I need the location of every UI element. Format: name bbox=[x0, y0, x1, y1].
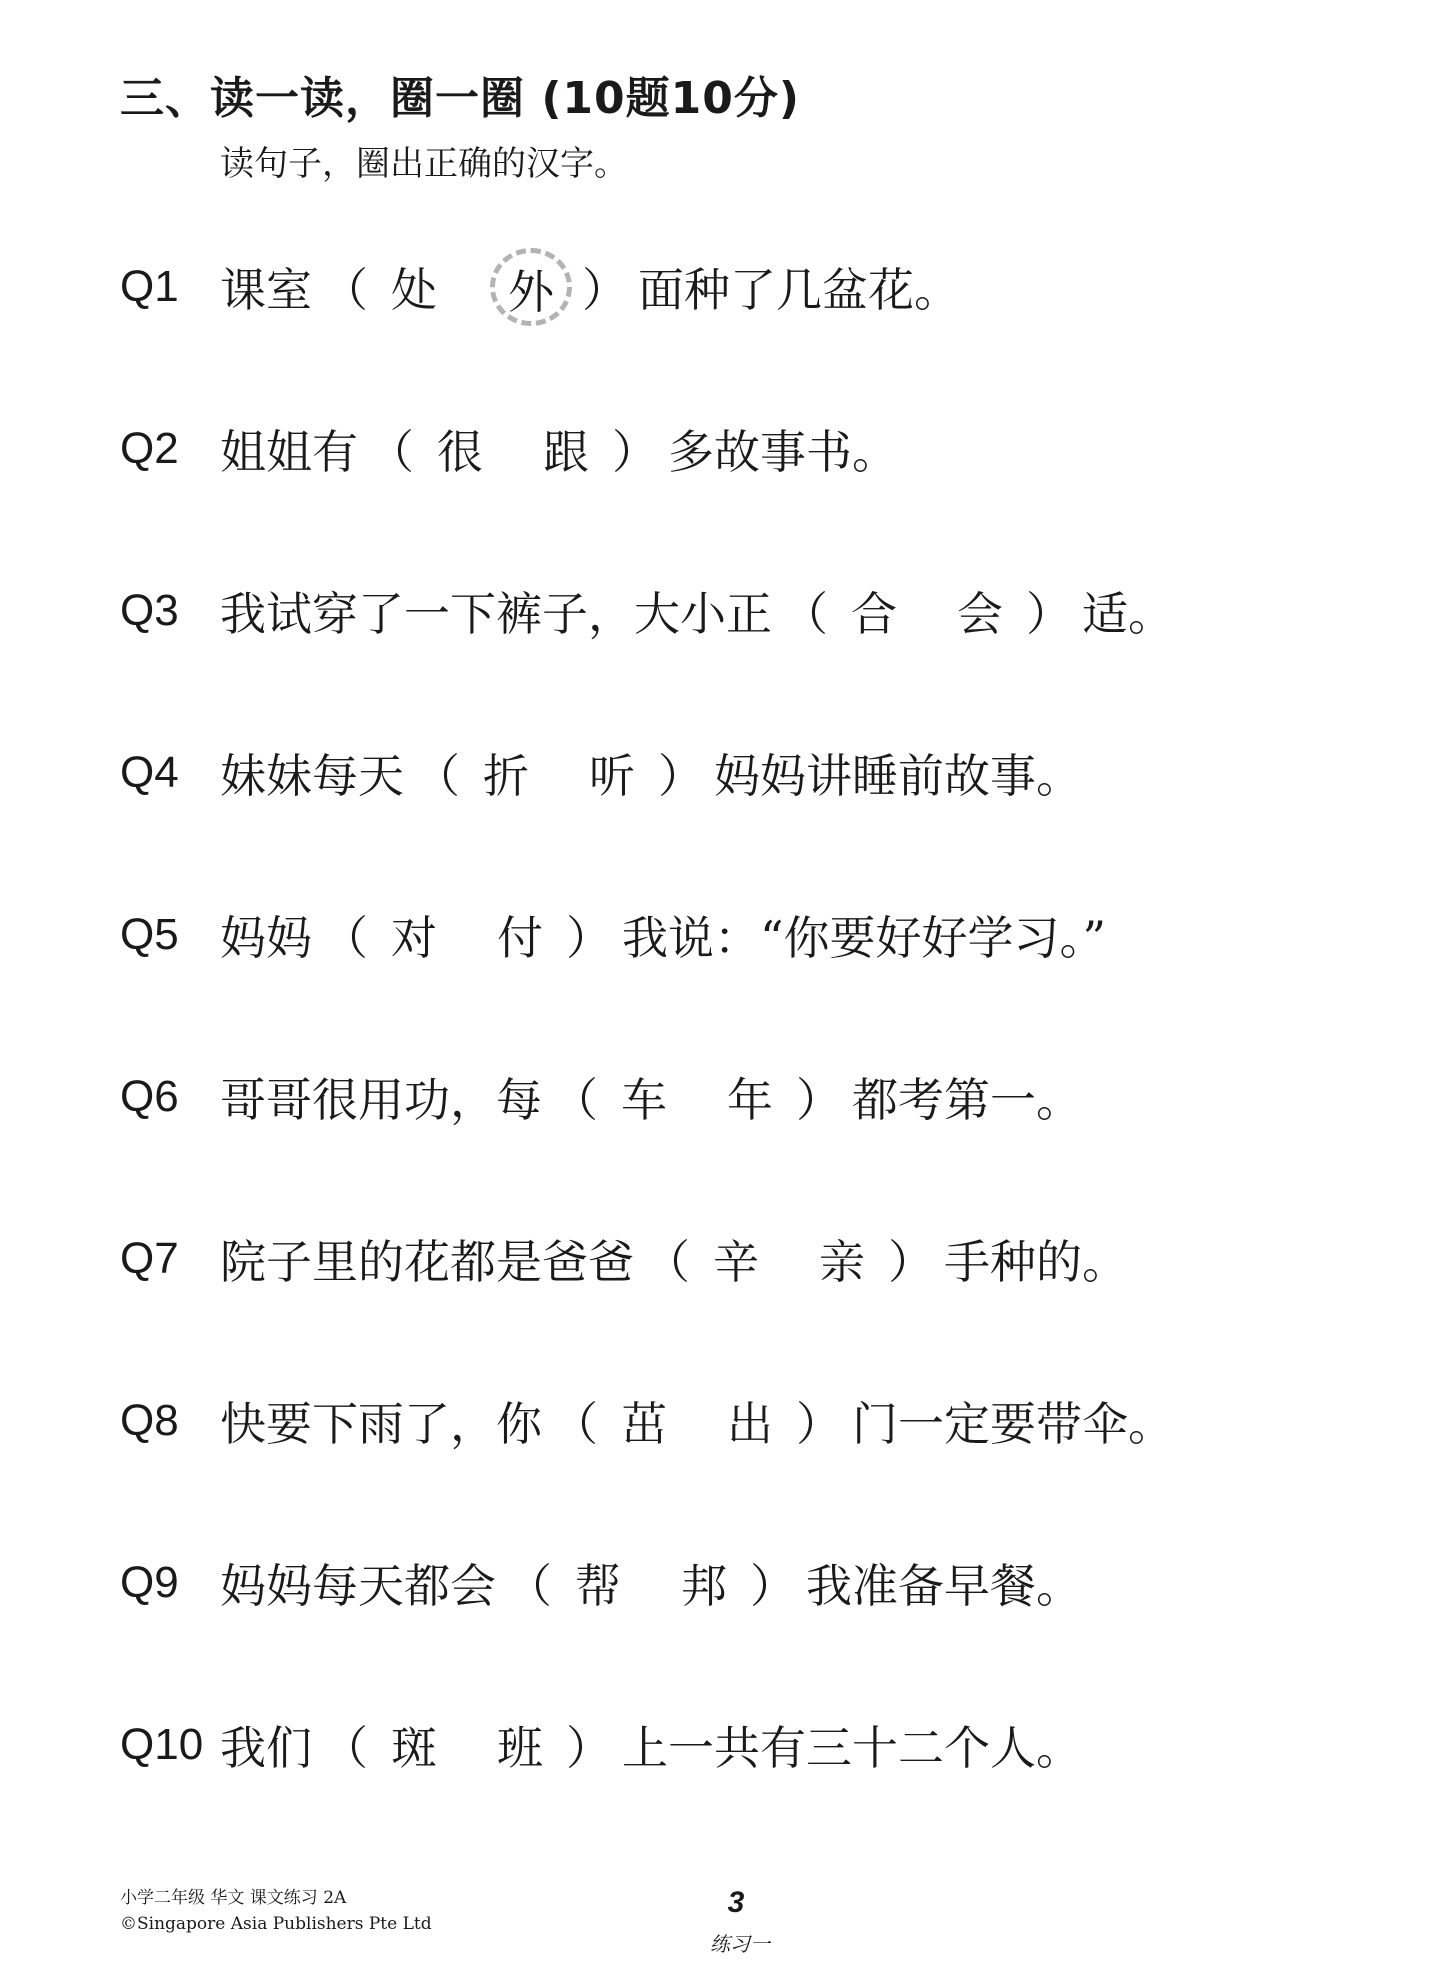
question-number: Q7 bbox=[120, 1234, 179, 1283]
option-b[interactable]: 付 bbox=[497, 911, 543, 965]
sentence-before: 妈妈每天都会 bbox=[220, 1559, 496, 1613]
paren-open: （ bbox=[644, 1235, 690, 1289]
sentence-before: 院子里的花都是爸爸 bbox=[220, 1235, 634, 1289]
question-row bbox=[120, 738, 1082, 808]
sentence-after: 门一定要带伞。 bbox=[852, 1397, 1174, 1451]
footer-info bbox=[120, 1885, 432, 1937]
paren-close: ） bbox=[796, 1397, 842, 1451]
sentence-after: 妈妈讲睡前故事。 bbox=[714, 749, 1082, 803]
sentence-before: 我试穿了一下裤子，大小正 bbox=[220, 587, 772, 641]
paren-close: ） bbox=[566, 911, 612, 965]
option-a[interactable]: 车 bbox=[621, 1073, 667, 1127]
option-a[interactable]: 合 bbox=[851, 587, 897, 641]
paren-open: （ bbox=[782, 587, 828, 641]
question-number: Q8 bbox=[120, 1396, 179, 1445]
question-number: Q5 bbox=[120, 910, 179, 959]
option-b[interactable]: 出 bbox=[727, 1397, 773, 1451]
paren-open: （ bbox=[322, 911, 368, 965]
copyright-text: ©Singapore Asia Publishers Pte Ltd bbox=[120, 1914, 432, 1934]
paren-close: ） bbox=[1026, 587, 1072, 641]
question-row bbox=[120, 252, 960, 322]
exercise-label: 练习一 bbox=[710, 1932, 770, 1956]
option-a[interactable]: 茁 bbox=[621, 1397, 667, 1451]
paren-open: （ bbox=[368, 425, 414, 479]
option-b[interactable]: 会 bbox=[957, 587, 1003, 641]
option-a[interactable]: 斑 bbox=[391, 1721, 437, 1775]
paren-open: （ bbox=[506, 1559, 552, 1613]
paren-close: ） bbox=[612, 425, 658, 479]
page-title: 三、读一读，圈一圈 (10题10分) bbox=[120, 73, 800, 124]
sentence-after: 适。 bbox=[1082, 587, 1174, 641]
option-a[interactable]: 对 bbox=[391, 911, 437, 965]
question-row bbox=[120, 414, 898, 484]
sentence-after: 多故事书。 bbox=[668, 425, 898, 479]
option-a[interactable]: 处 bbox=[391, 263, 437, 317]
option-b[interactable]: 邦 bbox=[681, 1559, 727, 1613]
question-row bbox=[120, 1548, 1082, 1618]
sentence-before: 妈妈 bbox=[220, 911, 312, 965]
paren-close: ） bbox=[796, 1073, 842, 1127]
paren-open: （ bbox=[552, 1397, 598, 1451]
question-row bbox=[120, 576, 1174, 646]
question-number: Q6 bbox=[120, 1072, 179, 1121]
sentence-before: 哥哥很用功，每 bbox=[220, 1073, 542, 1127]
question-number: Q4 bbox=[120, 748, 179, 797]
sentence-before: 妹妹每天 bbox=[220, 749, 404, 803]
sentence-after: 手种的。 bbox=[944, 1235, 1128, 1289]
option-b[interactable]: 亲 bbox=[819, 1235, 865, 1289]
question-row bbox=[120, 1224, 1128, 1294]
question-number: Q1 bbox=[120, 262, 179, 311]
question-row bbox=[120, 900, 1106, 970]
option-a[interactable]: 辛 bbox=[713, 1235, 759, 1289]
option-b[interactable]: 班 bbox=[497, 1721, 543, 1775]
sentence-before: 快要下雨了，你 bbox=[220, 1397, 542, 1451]
sentence-after: 我说：“你要好好学习。” bbox=[622, 911, 1107, 965]
paren-close: ） bbox=[566, 1721, 612, 1775]
book-title: 小学二年级 华文 课文练习 2A bbox=[120, 1888, 347, 1908]
sentence-after: 都考第一。 bbox=[852, 1073, 1082, 1127]
sentence-before: 课室 bbox=[220, 263, 312, 317]
paren-close: ） bbox=[888, 1235, 934, 1289]
question-row bbox=[120, 1710, 1082, 1780]
page-number: 3 bbox=[727, 1886, 745, 1919]
question-number: Q9 bbox=[120, 1558, 179, 1607]
sentence-after: 面种了几盆花。 bbox=[638, 263, 960, 317]
question-number: Q10 bbox=[120, 1720, 204, 1769]
instruction-text: 读句子，圈出正确的汉字。 bbox=[220, 144, 628, 184]
sentence-before: 我们 bbox=[220, 1721, 312, 1775]
question-number: Q3 bbox=[120, 586, 179, 635]
paren-open: （ bbox=[414, 749, 460, 803]
question-row bbox=[120, 1386, 1174, 1456]
sentence-after: 我准备早餐。 bbox=[806, 1559, 1082, 1613]
paren-close: ） bbox=[750, 1559, 796, 1613]
option-b[interactable]: 听 bbox=[589, 749, 635, 803]
sentence-after: 上一共有三十二个人。 bbox=[622, 1721, 1082, 1775]
sentence-before: 姐姐有 bbox=[220, 425, 358, 479]
question-number: Q2 bbox=[120, 424, 179, 473]
paren-open: （ bbox=[322, 1721, 368, 1775]
option-a[interactable]: 很 bbox=[437, 425, 483, 479]
paren-open: （ bbox=[322, 263, 368, 317]
option-b-circled[interactable]: 外 bbox=[490, 248, 572, 326]
paren-open: （ bbox=[552, 1073, 598, 1127]
paren-close: ） bbox=[582, 263, 628, 317]
question-row bbox=[120, 1062, 1082, 1132]
option-a[interactable]: 帮 bbox=[575, 1559, 621, 1613]
paren-close: ） bbox=[658, 749, 704, 803]
option-b[interactable]: 跟 bbox=[543, 425, 589, 479]
option-a[interactable]: 折 bbox=[483, 749, 529, 803]
option-b[interactable]: 年 bbox=[727, 1073, 773, 1127]
